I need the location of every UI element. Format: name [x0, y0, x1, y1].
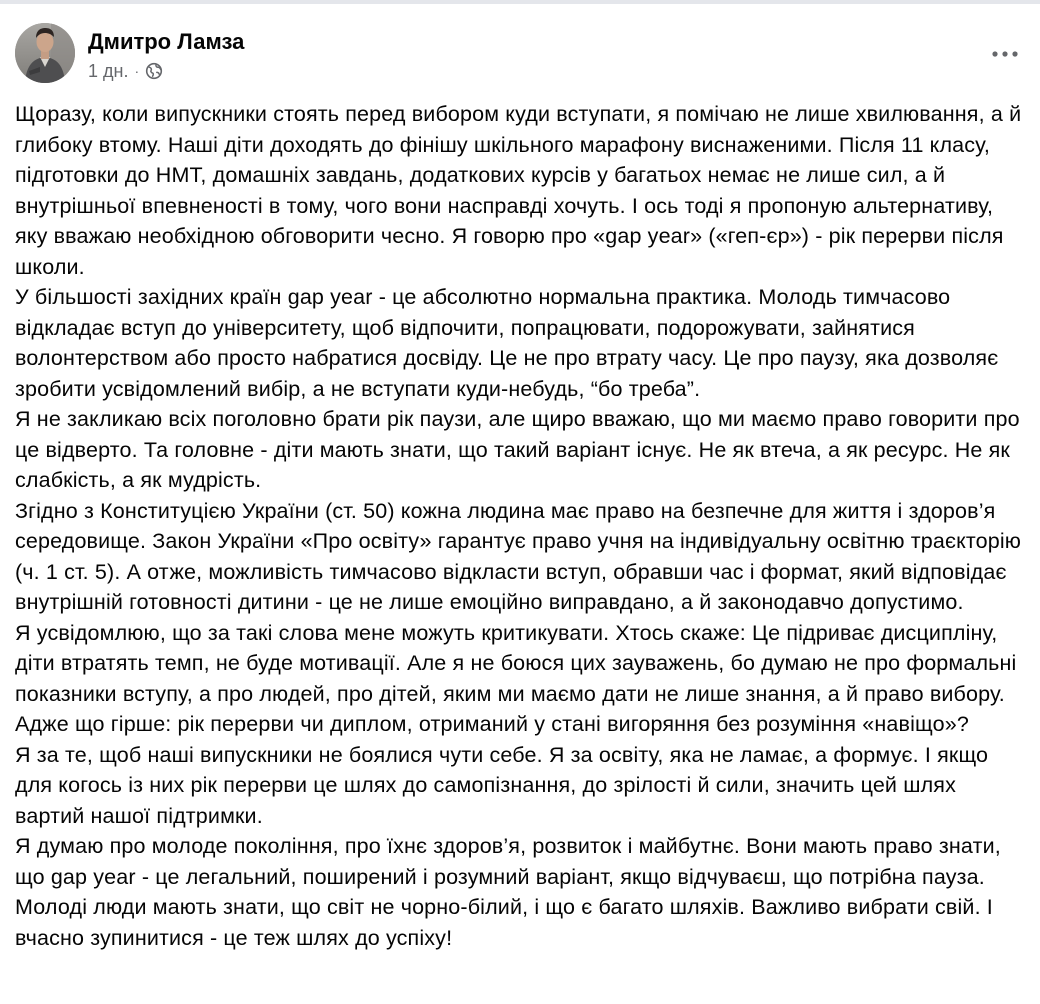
facebook-post: [0, 4, 1040, 1004]
post-paragraph: Я за те, щоб наші випускники не боялися чути себе. Я за освіту, яка не ламає, а формує. І якщо для когось із них рік перерви це шлях до самопізнання, до зрілості й сили, значить цей шлях вартий нашої підтримки.: [15, 742, 989, 828]
post-paragraph: Я думаю про молоде покоління, про їхнє здоров’я, розвиток і майбутнє. Вони мають право знати, що gap year - це легальний, поширений і розумний варіант, якщо відчуваєш, що потрібна пауза. Молоді люди мають знати, що світ не чорно-білий, і що є багато шляхів. Важливо вибрати свій. І вчасно зупинитися - це теж шлях до успіху!: [15, 834, 1001, 950]
post-paragraph: Я усвідомлюю, що за такі слова мене можуть критикувати. Хтось скаже: Це підриває дисципліну, діти втратять темп, не буде мотивації. Але я не боюся цих зауважень, бо думаю не про формальні показники вступу, а про людей, про дітей, яким ми маємо дати не лише знання, а й право вибору. Адже що гірше: рік перерви чи диплом, отриманий у стані вигоряння без розуміння «навіщо»?: [15, 620, 1017, 736]
post-paragraph: Я не закликаю всіх поголовно брати рік паузи, але щиро вважаю, що ми маємо право говорити про це відверто. Та головне - діти мають знати, що такий варіант існує. Не як втеча, а як ресурс. Не як слабкість, а як мудрість.: [15, 407, 1020, 492]
post-paragraph: Щоразу, коли випускники стоять перед вибором куди вступати, я помічаю не лише хвилювання, а й глибоку втому. Наші діти доходять до фінішу шкільного марафону виснаженими. Після 11 класу, підготовки до НМТ, домашніх завдань, додаткових курсів у багатьох немає не лише сил, а й внутрішньої впевненості в тому, чого вони насправді хочуть. І ось тоді я пропоную альтернативу, яку вважаю необхідною обговорити чесно. Я говорю про «gap year» («геп-єр») - рік перерви після школи.: [15, 102, 1022, 279]
post-paragraph: У більшості західних країн gap year - це абсолютно нормальна практика. Молодь тимчасово відкладає вступ до університету, щоб відпочити, попрацювати, подорожувати, зайнятися волонтерством або просто набратися досвіду. Це не про втрату часу. Це про паузу, яка дозволяє зробити усвідомлений вибір, а не вступати куди-небудь, “бо треба”.: [15, 285, 999, 401]
post-meta: [88, 60, 163, 82]
more-horizontal-icon: [991, 50, 1019, 58]
post-paragraph: Згідно з Конституцією України (ст. 50) кожна людина має право на безпечне для життя і здоров’я середовище. Закон України «Про освіту» гарантує право учня на індивідуальну освітню траєкторію (ч. 1 ст. 5). А отже, можливість тимчасово відкласти вступ, обравши час і формат, який відповідає внутрішній готовності дитини - це не лише емоційно виправдано, а й законодавчо допустимо.: [15, 498, 1022, 614]
author-name[interactable]: Дмитро Ламза: [88, 29, 245, 54]
post-timestamp[interactable]: 1 дн.: [88, 61, 129, 81]
meta-separator: ·: [134, 63, 140, 79]
post-header: [15, 22, 1025, 86]
post-body: [15, 99, 1027, 953]
post-options-button[interactable]: [985, 34, 1025, 74]
globe-icon[interactable]: [145, 62, 163, 80]
author-avatar[interactable]: [15, 23, 75, 83]
avatar-photo: [15, 23, 75, 83]
